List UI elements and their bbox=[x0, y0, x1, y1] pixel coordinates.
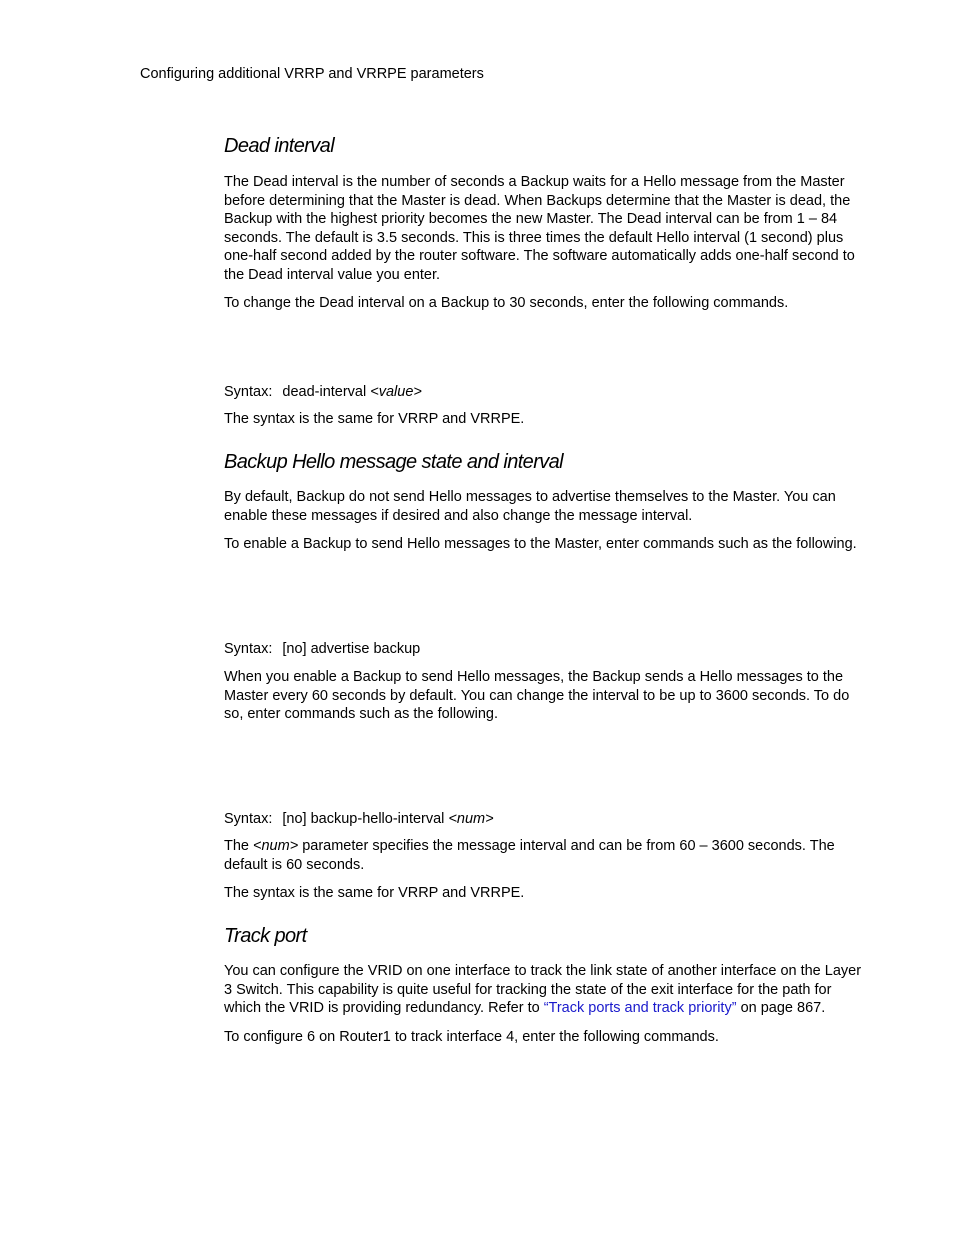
syntax-label: Syntax: bbox=[224, 641, 273, 657]
paragraph bbox=[224, 1028, 870, 1047]
section-heading: Dead interval bbox=[224, 135, 335, 157]
body-text: To change the Dead interval on a Backup to 30 seconds, enter the following commands. bbox=[224, 295, 789, 311]
syntax-param: <value> bbox=[370, 384, 422, 400]
body-text: The syntax is the same for VRRP and VRRPE. bbox=[224, 411, 525, 427]
section-heading: Track port bbox=[224, 925, 307, 947]
syntax-optional: [no] bbox=[282, 811, 307, 827]
paragraph bbox=[224, 294, 870, 313]
body-text bbox=[224, 962, 870, 1018]
paragraph bbox=[224, 837, 870, 874]
section-backup-hello bbox=[224, 450, 870, 474]
syntax-line bbox=[224, 383, 870, 401]
paragraph bbox=[224, 535, 870, 554]
paragraph bbox=[224, 488, 870, 525]
paragraph bbox=[224, 962, 870, 1018]
paragraph bbox=[224, 410, 870, 429]
syntax-command: advertise backup bbox=[310, 641, 421, 657]
body-text bbox=[224, 837, 870, 874]
syntax-command: dead-interval bbox=[282, 384, 367, 400]
param-name: <num> bbox=[253, 838, 299, 854]
syntax-label: Syntax: bbox=[224, 384, 273, 400]
paragraph bbox=[224, 884, 870, 903]
syntax-optional: [no] bbox=[282, 641, 307, 657]
section-dead-interval bbox=[224, 134, 870, 158]
body-text: To configure 6 on Router1 to track interface 4, enter the following commands. bbox=[224, 1029, 719, 1045]
running-header: Configuring additional VRRP and VRRPE parameters bbox=[140, 66, 484, 82]
body-text: When you enable a Backup to send Hello messages, the Backup sends a Hello messages to the Master every 60 seconds by default. You can change the interval to be up to 3600 seconds. To do so, enter commands such as the following. bbox=[224, 669, 850, 723]
syntax-command: backup-hello-interval bbox=[310, 811, 445, 827]
body-text: By default, Backup do not send Hello messages to advertise themselves to the Master. You can enable these messages if desired and also change the message interval. bbox=[224, 489, 836, 524]
body-text: To enable a Backup to send Hello messages to the Master, enter commands such as the following. bbox=[224, 536, 857, 552]
text-run: You can configure the VRID on one interface to track the link state of another interface on the Layer 3 Switch. This capability is quite useful for tracking the state of the exit interface for the path for which the VRID is providing redundancy. Refer to bbox=[224, 963, 862, 1017]
paragraph bbox=[224, 668, 870, 724]
text-run: on page 867. bbox=[736, 1000, 826, 1017]
syntax-line bbox=[224, 810, 870, 828]
text-run: parameter specifies the message interval and can be from 60 – 3600 seconds. The default is 60 seconds. bbox=[224, 838, 835, 873]
text-run: The bbox=[224, 838, 254, 854]
cross-reference-link[interactable]: “Track ports and track priority” bbox=[543, 1000, 737, 1017]
syntax-line bbox=[224, 640, 870, 658]
syntax-label: Syntax: bbox=[224, 811, 273, 827]
section-track-port bbox=[224, 924, 870, 948]
section-heading: Backup Hello message state and interval bbox=[224, 451, 564, 473]
body-text: The syntax is the same for VRRP and VRRPE. bbox=[224, 885, 525, 901]
syntax-param: <num> bbox=[448, 811, 494, 827]
paragraph bbox=[224, 173, 870, 285]
body-text: The Dead interval is the number of seconds a Backup waits for a Hello message from the Master before determining that the Master is dead. When Backups determine that the Master is dead, the Backup with the highest priority becomes the new Master. The Dead interval can be from 1 – 84 seconds. The default is 3.5 seconds. This is three times the default Hello interval (1 second) plus one-half second added by the router software. The software automatically adds one-half second to the Dead interval value you enter. bbox=[224, 174, 855, 283]
